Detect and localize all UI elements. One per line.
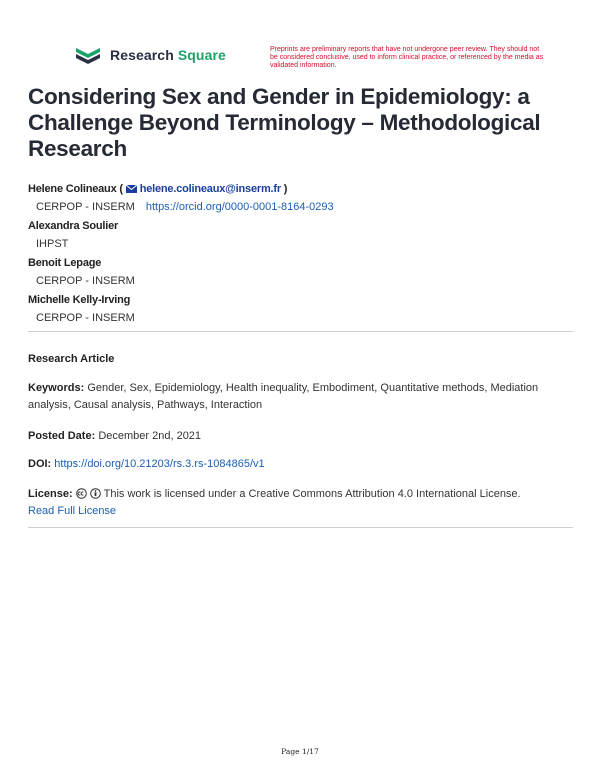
author-item [28, 291, 573, 328]
author-list [28, 180, 573, 328]
license-block [28, 486, 573, 520]
license-label: License: [28, 488, 73, 500]
author-affiliation: CERPOP - INSERM [36, 312, 135, 324]
author-email-link[interactable] [126, 183, 284, 195]
keywords-text: Gender, Sex, Epidemiology, Health inequality, Embodiment, Quantitative methods, Mediation analysis, Causal analysis, Pathways, Interaction [28, 382, 539, 411]
read-full-license-link[interactable]: Read Full License [28, 505, 117, 517]
author-name: Alexandra Soulier [28, 220, 119, 232]
author-name: Benoit Lepage [28, 257, 102, 269]
author-affiliation: CERPOP - INSERM [36, 275, 135, 287]
doi-label: DOI: [28, 458, 52, 470]
author-affiliation: IHPST [36, 238, 69, 250]
posted-date: December 2nd, 2021 [98, 430, 202, 442]
author-item [28, 254, 573, 291]
email-paren-close: ) [283, 183, 288, 195]
research-square-logo[interactable] [73, 44, 226, 66]
brand-part1: Research [110, 47, 174, 63]
divider [28, 527, 573, 528]
author-name: Helene Colineaux [28, 183, 117, 195]
doi-block [28, 456, 573, 473]
divider [28, 331, 573, 332]
cc-by-icon [90, 488, 101, 499]
license-text: This work is licensed under a Creative Commons Attribution 4.0 International License. [103, 488, 521, 500]
keywords-block [28, 380, 573, 414]
posted-date-label: Posted Date: [28, 430, 96, 442]
author-item [28, 180, 573, 217]
author-name: Michelle Kelly-Irving [28, 294, 131, 306]
research-square-logo-icon [73, 44, 103, 66]
brand-name [110, 47, 226, 63]
orcid-link[interactable]: https://orcid.org/0000-0001-8164-0293 [145, 201, 334, 213]
article-type: Research Article [28, 353, 115, 365]
brand-part2: Square [177, 47, 226, 63]
page-number: Page 1/17 [281, 747, 319, 756]
author-email: helene.colineaux@inserm.fr [139, 183, 281, 195]
email-paren-open: ( [119, 183, 123, 195]
preprint-notice: Preprints are preliminary reports that have not undergone peer review. They should not be considered conclusive, used to inform clinical practice, or referenced by the media as validated information. [270, 46, 544, 69]
paper-title: Considering Sex and Gender in Epidemiology: a Challenge Beyond Terminology – Methodological Research [28, 84, 541, 161]
keywords-label: Keywords: [28, 382, 85, 394]
cc-icon [76, 488, 87, 499]
author-affiliation: CERPOP - INSERM [36, 201, 135, 213]
envelope-icon [126, 185, 137, 193]
doi-link[interactable]: https://doi.org/10.21203/rs.3.rs-1084865/v1 [54, 458, 265, 470]
posted-date-block [28, 428, 573, 445]
author-item [28, 217, 573, 254]
